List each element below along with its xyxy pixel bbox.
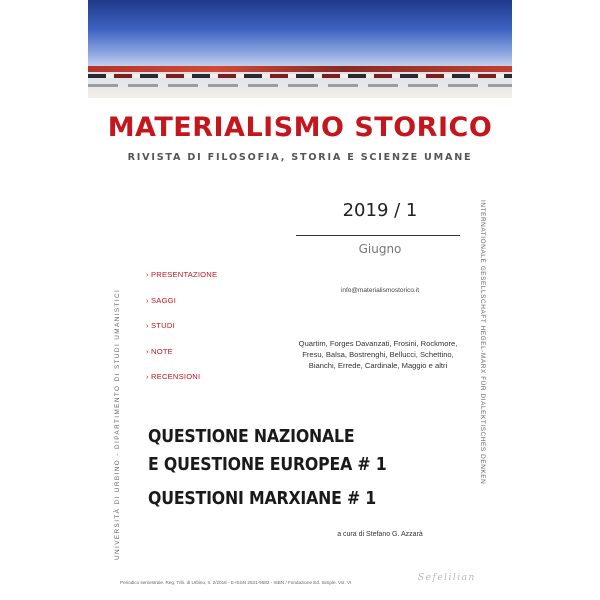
menu-item-saggi[interactable]: › SAGGI (146, 295, 177, 305)
university-vertical-label: UNIVERSITÀ DI URBINO - DIPARTIMENTO DI STUDI UMANISTICI (114, 288, 121, 560)
headline-line-1: QUESTIONE NAZIONALE (148, 427, 355, 447)
publisher-logo: Sefelilian (418, 573, 476, 583)
society-vertical-label: INTERNATIONALE GESELLSCHAFT HEGEL-MARX FÜR DIALEKTISCHES DENKEN (479, 200, 486, 485)
curator-credit: a cura di Stefano G. Azzarà (337, 531, 423, 538)
menu-item-note[interactable]: › NOTE (146, 346, 173, 356)
journal-subtitle: RIVISTA DI FILOSOFIA, STORIA E SCIENZE UMANE (127, 152, 473, 163)
menu-item-recensioni[interactable]: › RECENSIONI (146, 372, 201, 381)
issue-number: 2019 / 1 (342, 200, 418, 221)
contact-email[interactable]: info@materialismostorico.it (340, 287, 420, 294)
headline-line-3: QUESTIONI MARXIANE # 1 (148, 489, 377, 509)
artwork-red-band (88, 66, 512, 72)
authors-list: Quartim, Forges Davanzati, Frosini, Rockmore, Fresu, Balsa, Bostrenghi, Bellucci, Schettino, Bianchi, Errede, Cardinale, Maggio e altri (298, 339, 458, 370)
artwork-dark-band (88, 74, 512, 78)
menu-item-studi[interactable]: › STUDI (146, 321, 175, 330)
journal-title: MATERIALISMO STORICO (107, 112, 493, 143)
menu-item-presentazione[interactable]: › PRESENTAZIONE (146, 270, 218, 279)
publication-footer: Periodico semestrale. Reg. Trib. di Urbino, n. 2/2016 - E-ISSN 2531-9582 - ISBN / Fondazione Ed. Simple. Vol. VI (120, 580, 352, 585)
artwork-grey-band (88, 84, 512, 87)
issue-month: Giugno (358, 242, 402, 256)
sections-menu (146, 270, 217, 398)
headline-line-2: E QUESTIONE EUROPEA # 1 (148, 455, 387, 475)
cover-artwork (88, 0, 512, 98)
divider (296, 235, 460, 236)
